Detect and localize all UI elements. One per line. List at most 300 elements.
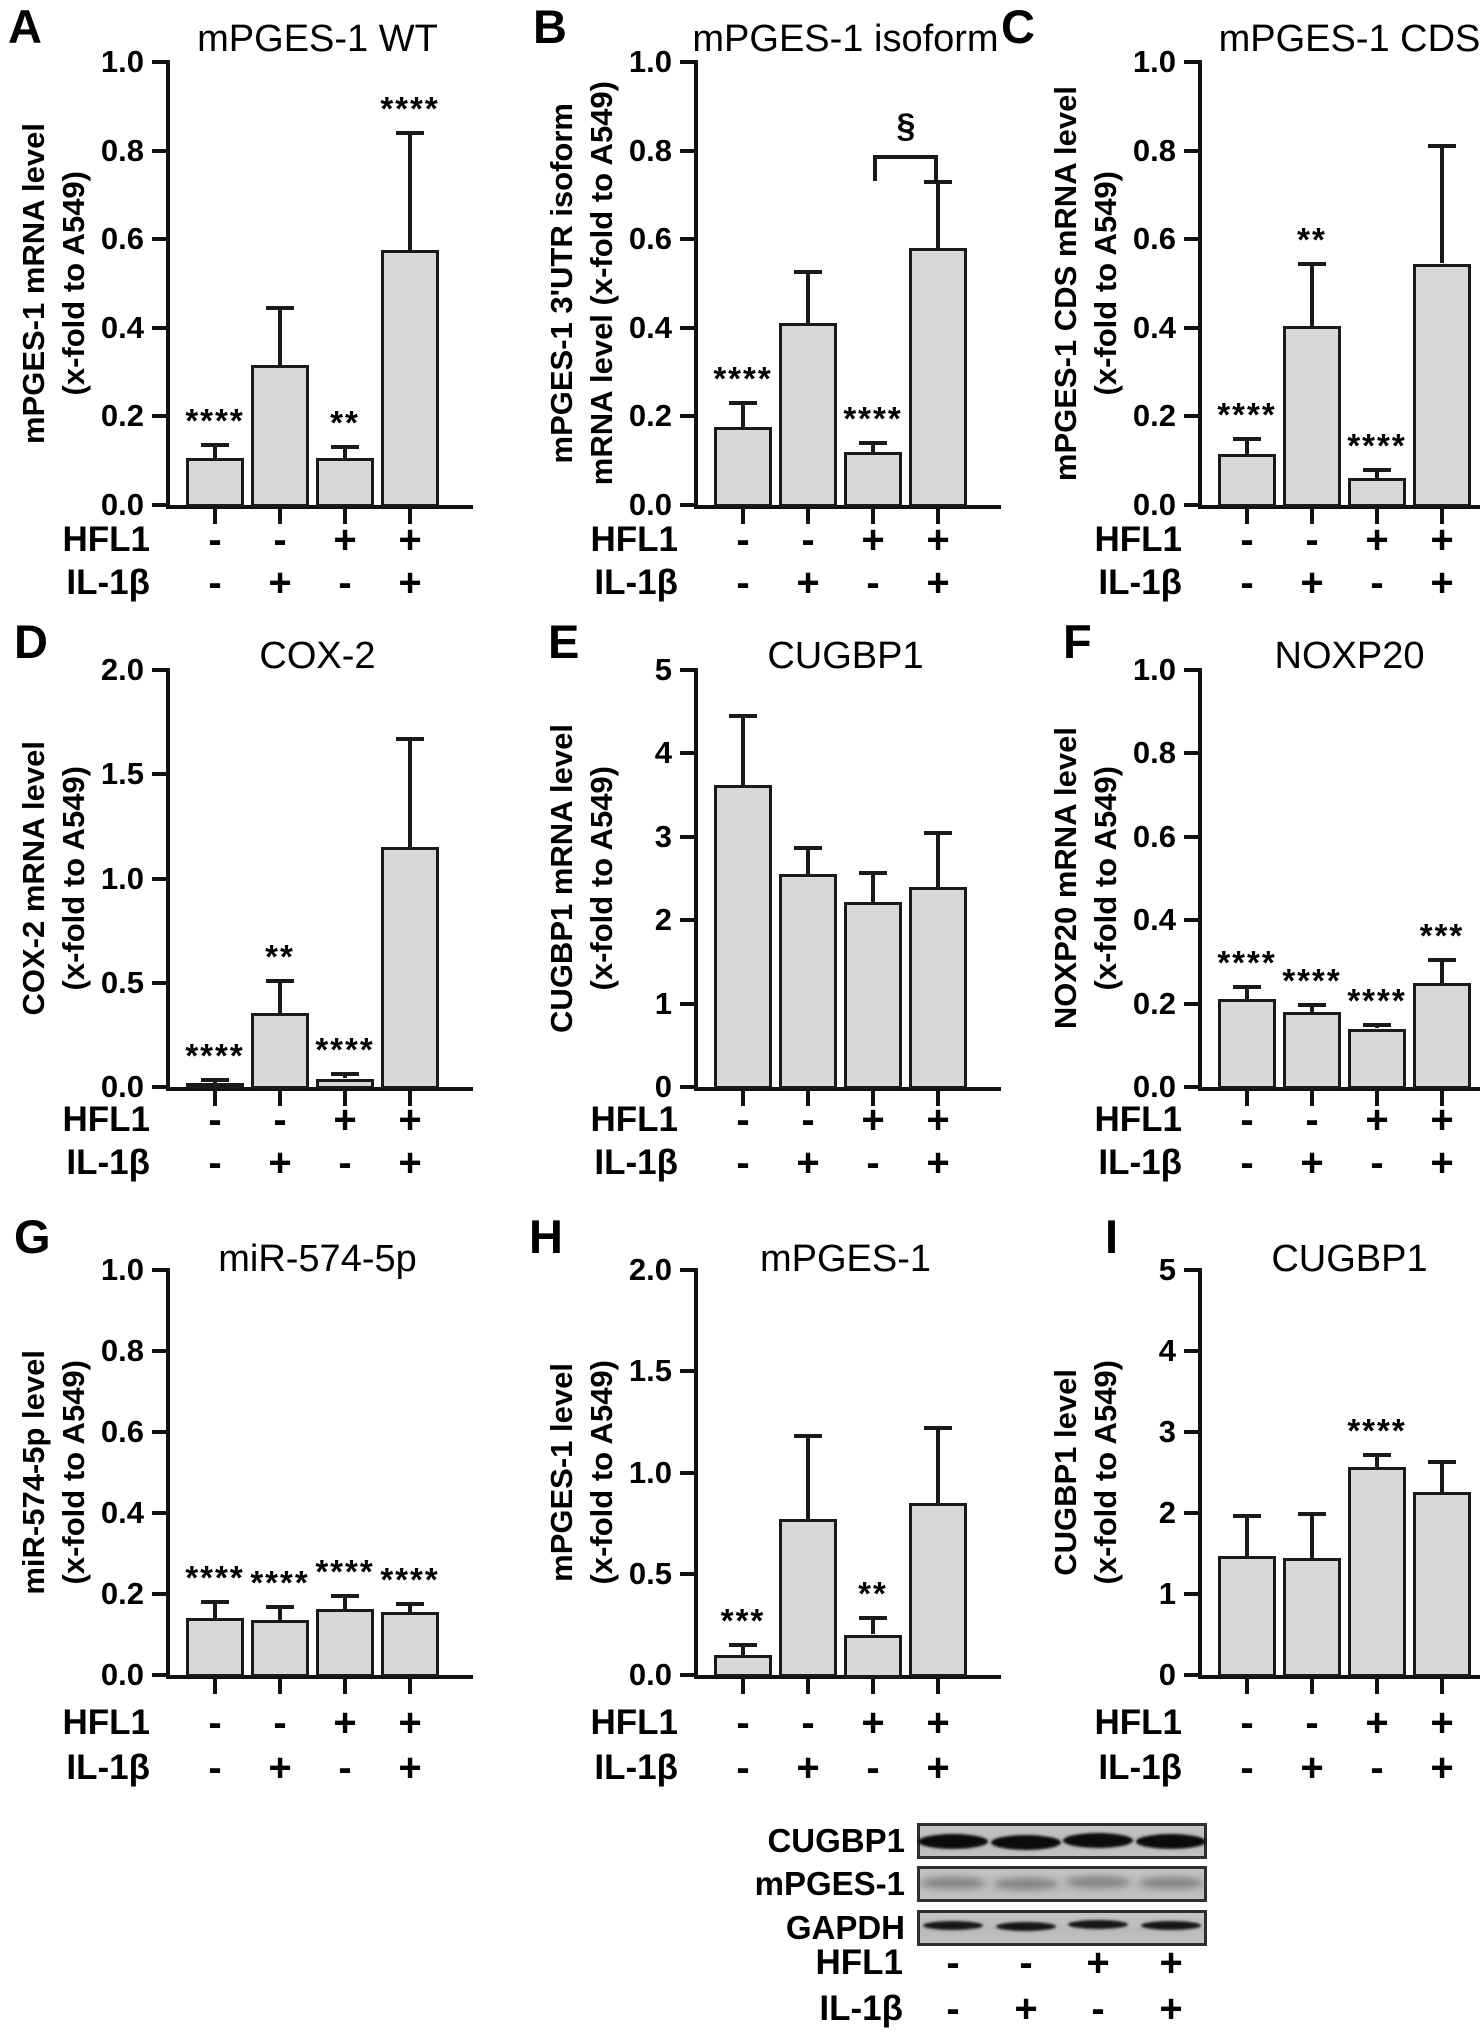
bar [1413, 1492, 1471, 1677]
error-cap [1363, 468, 1391, 472]
axis-y [166, 668, 170, 1087]
blot-band [1141, 1921, 1201, 1930]
treatment-symbol: - [1305, 1701, 1319, 1745]
y-tick-label: 0.4 [100, 1495, 144, 1530]
axis-y [1198, 668, 1202, 1087]
panel-letter: E [548, 615, 580, 668]
sig-label: **** [1347, 1412, 1407, 1449]
treatment-symbol: + [926, 561, 950, 605]
treatment-symbol: - [273, 1098, 287, 1142]
error-cap [1233, 437, 1261, 441]
panel-letter: H [529, 1210, 563, 1263]
axis-y [1198, 60, 1202, 505]
y-tick-mark [1184, 668, 1198, 672]
bar [844, 452, 902, 507]
y-tick-label: 1.0 [100, 1252, 144, 1287]
sig-label: **** [185, 1559, 245, 1596]
treatment-symbol: + [1365, 518, 1389, 562]
y-tick-mark [152, 1268, 166, 1272]
blot-band [918, 1834, 988, 1849]
treatment-row-label: HFL1 [590, 1100, 678, 1139]
blot-band [991, 1835, 1061, 1850]
treatment-symbol: + [268, 1746, 292, 1790]
chart-title: mPGES-1 [759, 1238, 932, 1280]
bar [909, 1503, 967, 1677]
error-cap [924, 1426, 952, 1430]
y-tick-mark [1184, 326, 1198, 330]
y-tick-mark [1184, 1511, 1198, 1515]
y-tick-label: 0 [1158, 1657, 1176, 1692]
treatment-row-label: IL-1β [594, 563, 678, 602]
error-cap [794, 1434, 822, 1438]
treatment-symbol: + [333, 518, 357, 562]
y-tick-label: 1.0 [628, 44, 672, 79]
y-tick-mark [152, 1349, 166, 1353]
treatment-symbol: - [736, 518, 750, 562]
bar [714, 1655, 772, 1677]
y-tick-label: 1.0 [1132, 652, 1176, 687]
chart-title: CUGBP1 [1271, 1238, 1428, 1280]
bar [779, 874, 837, 1089]
y-tick-label: 2 [654, 902, 672, 937]
error-cap [1298, 262, 1326, 266]
bar [381, 250, 439, 507]
treatment-symbol: - [1370, 1746, 1384, 1790]
error-bar [806, 848, 810, 875]
y-tick-label: 0.2 [100, 1576, 144, 1611]
blot-treatment-row-label: IL-1β [819, 1989, 903, 2028]
y-axis-label-line: (x-fold to A549) [56, 766, 91, 991]
treatment-symbol: + [926, 1141, 950, 1185]
error-cap [729, 1643, 757, 1647]
bar [186, 1618, 244, 1677]
treatment-row-label: IL-1β [1098, 1143, 1182, 1182]
sig-bracket-leg [873, 155, 877, 181]
sig-label: **** [1217, 944, 1277, 981]
treatment-symbol: - [338, 1141, 352, 1185]
blot-treatment-symbol: - [946, 1941, 960, 1985]
blot-treatment-symbol: + [1159, 1987, 1183, 2031]
x-tick-mark [871, 1679, 875, 1694]
bar [714, 427, 772, 507]
treatment-symbol: + [1300, 561, 1324, 605]
treatment-symbol: + [1365, 1098, 1389, 1142]
sig-bracket-leg [934, 155, 938, 181]
y-tick-mark [1184, 1002, 1198, 1006]
bar [186, 1083, 244, 1089]
y-tick-label: 0.2 [100, 398, 144, 433]
y-tick-mark [152, 503, 166, 507]
treatment-symbol: - [736, 1701, 750, 1745]
y-tick-mark [680, 1268, 694, 1272]
error-bar [741, 716, 745, 785]
treatment-symbol: + [1430, 1701, 1454, 1745]
treatment-row-label: HFL1 [1094, 1100, 1182, 1139]
blot-row-label: GAPDH [785, 1909, 905, 1946]
panel-letter: D [14, 615, 48, 668]
y-tick-label: 0.0 [100, 1069, 144, 1104]
treatment-symbol: - [208, 1701, 222, 1745]
x-tick-mark [343, 1679, 347, 1694]
sig-label: ** [265, 938, 295, 975]
y-tick-mark [1184, 237, 1198, 241]
treatment-symbol: + [861, 1098, 885, 1142]
y-axis-label-line: CUGBP1 level [1048, 1369, 1083, 1576]
error-cap [859, 871, 887, 875]
treatment-row-label: IL-1β [1098, 1748, 1182, 1787]
treatment-symbol: + [268, 561, 292, 605]
panel-letter: I [1105, 1210, 1119, 1263]
treatment-symbol: - [208, 561, 222, 605]
y-tick-mark [680, 60, 694, 64]
treatment-symbol: + [1430, 518, 1454, 562]
blot-band [923, 1921, 983, 1930]
bar [1218, 1556, 1276, 1677]
bar [844, 902, 902, 1089]
treatment-row-label: IL-1β [1098, 563, 1182, 602]
error-bar [936, 833, 940, 887]
y-tick-mark [680, 1085, 694, 1089]
error-bar [936, 182, 940, 248]
error-cap [1233, 1514, 1261, 1518]
blot-treatment-row-label: HFL1 [815, 1943, 903, 1982]
error-cap [859, 441, 887, 445]
bar [381, 1612, 439, 1677]
bar [909, 248, 967, 507]
error-cap [396, 1602, 424, 1606]
treatment-symbol: + [1300, 1746, 1324, 1790]
y-tick-label: 1 [654, 986, 672, 1021]
chart-title: CUGBP1 [767, 635, 924, 677]
error-bar [1440, 1462, 1444, 1492]
y-axis-label [1042, 1250, 1130, 1695]
bar [1348, 478, 1406, 507]
y-tick-label: 1.0 [100, 44, 144, 79]
error-cap [396, 737, 424, 741]
sig-label: **** [1282, 962, 1342, 999]
y-tick-label: 0.8 [1132, 735, 1176, 770]
y-tick-mark [680, 237, 694, 241]
y-tick-label: 0 [654, 1069, 672, 1104]
error-bar [1310, 264, 1314, 326]
treatment-symbol: - [1240, 1701, 1254, 1745]
error-cap [1363, 1453, 1391, 1457]
y-axis-label-line: (x-fold to A549) [584, 1360, 619, 1585]
y-tick-label: 2.0 [100, 652, 144, 687]
treatment-symbol: + [1430, 561, 1454, 605]
y-tick-mark [152, 237, 166, 241]
bar [316, 1079, 374, 1089]
blot-band [1066, 1876, 1130, 1888]
y-tick-label: 4 [1158, 1333, 1176, 1368]
treatment-symbol: - [273, 518, 287, 562]
y-tick-label: 3 [1158, 1414, 1176, 1449]
axis-y [694, 668, 698, 1087]
sig-label: ** [330, 404, 360, 441]
sig-label: **** [315, 1031, 375, 1068]
y-tick-mark [152, 326, 166, 330]
blot-band [1136, 1834, 1206, 1849]
treatment-symbol: - [1240, 518, 1254, 562]
bar [1218, 999, 1276, 1089]
error-cap [794, 270, 822, 274]
treatment-symbol: + [1300, 1141, 1324, 1185]
sig-label: ** [1297, 221, 1327, 258]
y-tick-mark [1184, 503, 1198, 507]
y-tick-label: 0.2 [628, 398, 672, 433]
y-axis-label [1042, 650, 1130, 1107]
treatment-symbol: + [1430, 1098, 1454, 1142]
blot-band [1068, 1920, 1128, 1929]
y-tick-mark [680, 503, 694, 507]
treatment-row-label: IL-1β [66, 1748, 150, 1787]
y-axis-label [10, 42, 98, 525]
x-tick-mark [936, 1679, 940, 1694]
sig-label: **** [185, 402, 245, 439]
y-tick-mark [1184, 60, 1198, 64]
treatment-symbol: - [866, 1746, 880, 1790]
treatment-symbol: - [736, 1141, 750, 1185]
treatment-symbol: - [801, 1098, 815, 1142]
error-bar [213, 1602, 217, 1618]
error-cap [924, 831, 952, 835]
treatment-symbol: - [1305, 518, 1319, 562]
blot-treatment-symbol: + [1159, 1941, 1183, 1985]
treatment-symbol: + [268, 1141, 292, 1185]
y-tick-mark [1184, 1349, 1198, 1353]
error-bar [871, 873, 875, 902]
y-tick-mark [680, 149, 694, 153]
y-tick-mark [1184, 1592, 1198, 1596]
treatment-symbol: - [208, 1141, 222, 1185]
y-tick-mark [680, 835, 694, 839]
blot-row-label: mPGES-1 [754, 1865, 905, 1902]
treatment-symbol: + [1365, 1701, 1389, 1745]
y-tick-mark [680, 918, 694, 922]
bar [1218, 454, 1276, 507]
chart-title: miR-574-5p [218, 1238, 417, 1280]
y-axis-label-line: mPGES-1 3'UTR isoform [544, 103, 579, 464]
y-tick-mark [1184, 149, 1198, 153]
treatment-symbol: + [1430, 1746, 1454, 1790]
bar [1283, 1012, 1341, 1089]
treatment-symbol: - [1370, 1141, 1384, 1185]
treatment-symbol: + [926, 1746, 950, 1790]
blot-band [1063, 1833, 1133, 1848]
treatment-row-label: IL-1β [66, 1143, 150, 1182]
treatment-symbol: - [1305, 1098, 1319, 1142]
panel-letter: C [1001, 0, 1035, 53]
error-cap [1298, 1512, 1326, 1516]
treatment-symbol: + [1430, 1141, 1454, 1185]
y-tick-mark [680, 668, 694, 672]
y-tick-mark [1184, 1085, 1198, 1089]
sig-label: ** [858, 1575, 888, 1612]
bracket-label: § [896, 107, 916, 145]
error-bar [408, 739, 412, 847]
error-bar [741, 403, 745, 427]
y-tick-mark [1184, 918, 1198, 922]
y-tick-mark [152, 1085, 166, 1089]
error-bar [1245, 1516, 1249, 1556]
sig-label: **** [315, 1553, 375, 1590]
bar [1413, 264, 1471, 507]
y-tick-label: 5 [1158, 1252, 1176, 1287]
y-tick-label: 0.5 [628, 1556, 672, 1591]
y-tick-mark [680, 326, 694, 330]
treatment-symbol: + [398, 1746, 422, 1790]
bar [316, 1609, 374, 1677]
blot-band [921, 1877, 985, 1889]
error-bar [1310, 1514, 1314, 1559]
y-tick-label: 2 [1158, 1495, 1176, 1530]
sig-label: **** [380, 90, 440, 127]
y-tick-label: 1 [1158, 1576, 1176, 1611]
y-tick-mark [152, 668, 166, 672]
y-tick-mark [152, 1511, 166, 1515]
treatment-row-label: IL-1β [594, 1143, 678, 1182]
blot-treatment-symbol: - [1019, 1941, 1033, 1985]
y-tick-label: 4 [654, 735, 672, 770]
treatment-row-label: HFL1 [1094, 1703, 1182, 1742]
y-tick-label: 0.4 [628, 310, 672, 345]
y-axis-label-line: (x-fold to A549) [1088, 766, 1123, 991]
treatment-symbol: + [926, 518, 950, 562]
y-axis-label [538, 42, 626, 525]
treatment-symbol: - [208, 1098, 222, 1142]
sig-label: **** [380, 1561, 440, 1598]
y-tick-label: 1.0 [628, 1455, 672, 1490]
blot-row-label: CUGBP1 [767, 1822, 905, 1859]
treatment-symbol: - [1240, 1098, 1254, 1142]
y-tick-label: 5 [654, 652, 672, 687]
error-cap [201, 443, 229, 447]
error-bar [1245, 439, 1249, 455]
error-bar [806, 272, 810, 323]
y-axis-label-line: (x-fold to A549) [56, 1360, 91, 1585]
treatment-row-label: HFL1 [590, 1703, 678, 1742]
y-axis-label-line: mPGES-1 CDS mRNA level [1048, 85, 1083, 482]
axis-y [694, 60, 698, 505]
sig-label: **** [843, 400, 903, 437]
panel-letter: G [14, 1210, 51, 1263]
sig-label: **** [713, 360, 773, 397]
treatment-symbol: - [801, 1701, 815, 1745]
sig-label: *** [720, 1602, 766, 1639]
sig-label: **** [185, 1037, 245, 1074]
y-tick-label: 0.8 [100, 133, 144, 168]
error-bar [278, 981, 282, 1013]
y-tick-mark [152, 772, 166, 776]
y-axis-label [538, 650, 626, 1107]
error-cap [859, 1616, 887, 1620]
y-tick-mark [1184, 751, 1198, 755]
blot-treatment-symbol: + [1014, 1987, 1038, 2031]
y-tick-mark [680, 1572, 694, 1576]
bar [1283, 1558, 1341, 1677]
y-tick-label: 0.6 [100, 221, 144, 256]
treatment-symbol: + [333, 1701, 357, 1745]
treatment-symbol: - [801, 518, 815, 562]
treatment-symbol: + [926, 1098, 950, 1142]
bar [316, 458, 374, 507]
treatment-symbol: - [273, 1701, 287, 1745]
blot-band [1139, 1877, 1203, 1889]
treatment-symbol: + [926, 1701, 950, 1745]
y-tick-label: 1.5 [628, 1353, 672, 1388]
y-axis-label-line: CUGBP1 mRNA level [544, 724, 579, 1033]
treatment-row-label: HFL1 [62, 1703, 150, 1742]
y-axis-label-line: (x-fold to A549) [1088, 171, 1123, 396]
y-axis-label [1042, 42, 1130, 525]
y-tick-label: 0.0 [100, 487, 144, 522]
treatment-symbol: + [398, 1701, 422, 1745]
error-bar [806, 1436, 810, 1519]
treatment-symbol: - [736, 1746, 750, 1790]
y-tick-label: 0.6 [100, 1414, 144, 1449]
y-axis-label [10, 1250, 98, 1695]
error-cap [1428, 1460, 1456, 1464]
treatment-symbol: - [736, 561, 750, 605]
panel-letter: B [533, 0, 567, 53]
error-cap [1428, 144, 1456, 148]
x-tick-mark [213, 1679, 217, 1694]
bar [909, 887, 967, 1089]
y-tick-mark [152, 1430, 166, 1434]
error-cap [729, 714, 757, 718]
x-tick-mark [408, 1679, 412, 1694]
bar [251, 1620, 309, 1677]
axis-y [166, 1268, 170, 1675]
treatment-symbol: - [1240, 1746, 1254, 1790]
blot-treatment-symbol: + [1086, 1941, 1110, 1985]
y-tick-label: 1.5 [100, 756, 144, 791]
y-tick-mark [680, 414, 694, 418]
bar [714, 785, 772, 1089]
y-tick-mark [152, 149, 166, 153]
y-tick-label: 0.0 [628, 1657, 672, 1692]
y-tick-mark [680, 1673, 694, 1677]
error-cap [1428, 958, 1456, 962]
y-tick-label: 0.8 [1132, 133, 1176, 168]
bar [844, 1635, 902, 1678]
chart-title: NOXP20 [1274, 635, 1425, 677]
y-tick-label: 0.6 [628, 221, 672, 256]
blot-treatment-symbol: - [946, 1987, 960, 2031]
y-tick-mark [680, 1002, 694, 1006]
y-axis-label-line: (x-fold to A549) [584, 766, 619, 991]
treatment-symbol: + [796, 561, 820, 605]
error-bar [408, 133, 412, 250]
y-tick-mark [680, 1471, 694, 1475]
treatment-symbol: + [398, 1141, 422, 1185]
chart-title: mPGES-1 CDS [1218, 18, 1480, 60]
y-tick-mark [152, 60, 166, 64]
bar [1348, 1467, 1406, 1677]
treatment-symbol: - [1240, 561, 1254, 605]
y-tick-label: 0.0 [628, 487, 672, 522]
y-tick-label: 0.6 [1132, 819, 1176, 854]
y-tick-label: 0.4 [1132, 902, 1176, 937]
y-tick-mark [152, 1673, 166, 1677]
y-tick-label: 0.8 [628, 133, 672, 168]
x-tick-mark [1375, 1679, 1379, 1694]
y-tick-label: 1.0 [1132, 44, 1176, 79]
treatment-symbol: - [338, 1746, 352, 1790]
y-tick-label: 0.0 [1132, 487, 1176, 522]
treatment-symbol: + [796, 1746, 820, 1790]
x-tick-mark [1245, 1679, 1249, 1694]
